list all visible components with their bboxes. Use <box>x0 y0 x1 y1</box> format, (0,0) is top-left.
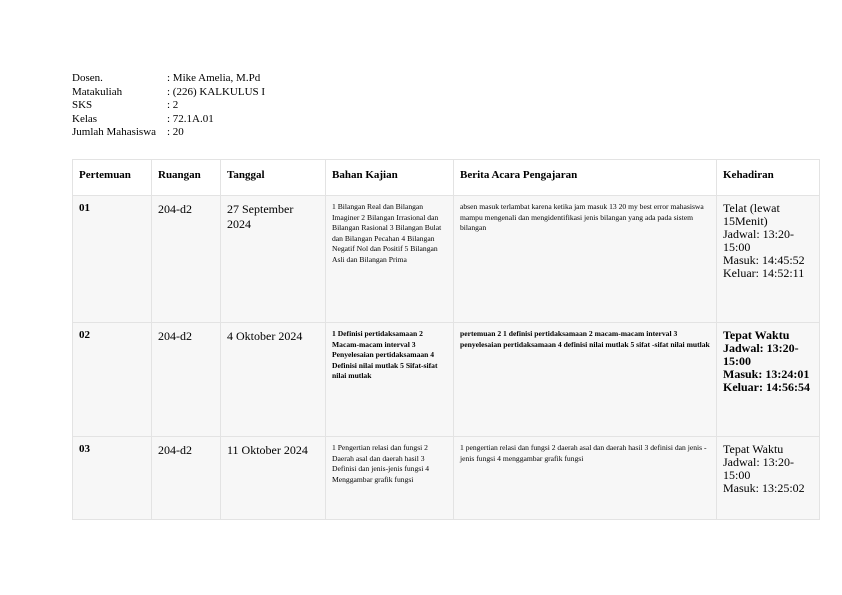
cell-ruangan: 204-d2 <box>152 196 221 323</box>
info-row-dosen <box>72 72 265 86</box>
column-header-ruangan: Ruangan <box>152 160 221 196</box>
column-header-pertemuan: Pertemuan <box>73 160 152 196</box>
cell-ruangan: 204-d2 <box>152 323 221 437</box>
cell-bahan-kajian: 1 Bilangan Real dan Bilangan Imaginer 2 Bilangan Irrasional dan Bilangan Rasional 3 Bilangan Bulat dan Bilangan Pecahan 4 Bilangan Negatif Nol dan Positif 5 Bilangan Asli dan Bilangan Prima <box>326 196 454 323</box>
table-row <box>73 437 820 520</box>
table-row <box>73 196 820 323</box>
attendance-status: Telat (lewat 15Menit) <box>723 201 780 228</box>
info-label: Jumlah Mahasiswa <box>72 126 157 138</box>
cell-bahan-kajian: 1 Definisi pertidaksamaan 2 Macam-macam interval 3 Penyelesaian pertidaksamaan 4 Definisi nilai mutlak 5 Sifat-sifat nilai mutlak <box>326 323 454 437</box>
attendance-table <box>72 159 820 520</box>
attendance-schedule: Jadwal: 13:20-15:00 <box>723 455 794 482</box>
attendance-status: Tepat Waktu <box>723 328 790 342</box>
attendance-schedule: Jadwal: 13:20-15:00 <box>723 341 799 368</box>
cell-tanggal: 4 Oktober 2024 <box>221 323 326 437</box>
cell-berita-acara: pertemuan 2 1 definisi pertidaksamaan 2 macam-macam interval 3 penyelesaian pertidaksamaan 4 definisi nilai mutlak 5 sifat -sifat nilai mutlak <box>454 323 717 437</box>
info-label: Kelas <box>72 112 98 125</box>
cell-pertemuan: 01 <box>73 196 152 323</box>
cell-kehadiran <box>717 323 820 437</box>
info-value: : Mike Amelia, M.Pd <box>167 72 261 84</box>
info-value: : 20 <box>167 126 184 138</box>
attendance-checkin: Masuk: 13:25:02 <box>723 481 805 495</box>
attendance-checkin: Masuk: 13:24:01 <box>723 367 810 381</box>
cell-ruangan: 204-d2 <box>152 437 221 520</box>
cell-kehadiran <box>717 196 820 323</box>
info-value: : (226) KALKULUS I <box>167 85 266 98</box>
course-info-header <box>72 72 265 140</box>
info-label: Dosen. <box>72 72 103 84</box>
table-header-row <box>73 160 820 196</box>
attendance-status: Tepat Waktu <box>723 442 784 456</box>
cell-berita-acara: 1 pengertian relasi dan fungsi 2 daerah asal dan daerah hasil 3 definisi dan jenis -jenis fungsi 4 menggambar grafik fungsi <box>454 437 717 520</box>
info-value: : 2 <box>167 99 179 111</box>
cell-pertemuan: 02 <box>73 323 152 437</box>
cell-pertemuan: 03 <box>73 437 152 520</box>
info-row-matakuliah <box>72 86 265 100</box>
attendance-checkout: Keluar: 14:56:54 <box>723 380 810 394</box>
info-row-jumlah-mahasiswa <box>72 126 265 140</box>
column-header-kehadiran: Kehadiran <box>717 160 820 196</box>
cell-tanggal: 11 Oktober 2024 <box>221 437 326 520</box>
column-header-bahan-kajian: Bahan Kajian <box>326 160 454 196</box>
attendance-schedule: Jadwal: 13:20-15:00 <box>723 227 794 254</box>
info-label: SKS <box>72 99 93 111</box>
cell-tanggal: 27 September 2024 <box>221 196 326 323</box>
column-header-tanggal: Tanggal <box>221 160 326 196</box>
info-row-sks <box>72 99 265 113</box>
info-value: : 72.1A.01 <box>167 112 214 125</box>
attendance-checkout: Keluar: 14:52:11 <box>723 266 805 280</box>
cell-kehadiran <box>717 437 820 520</box>
info-row-kelas <box>72 113 265 127</box>
cell-berita-acara: absen masuk terlambat karena ketika jam masuk 13 20 my best error mahasiswa mampu mengenali dan mengidentifikasi jenis bilangan yang ada pada sistem bilangan <box>454 196 717 323</box>
table-row <box>73 323 820 437</box>
cell-bahan-kajian: 1 Pengertian relasi dan fungsi 2 Daerah asal dan daerah hasil 3 Definisi dan jenis-jenis fungsi 4 Menggambar grafik fungsi <box>326 437 454 520</box>
attendance-checkin: Masuk: 14:45:52 <box>723 253 805 267</box>
column-header-berita-acara: Berita Acara Pengajaran <box>454 160 717 196</box>
info-label: Matakuliah <box>72 85 123 98</box>
